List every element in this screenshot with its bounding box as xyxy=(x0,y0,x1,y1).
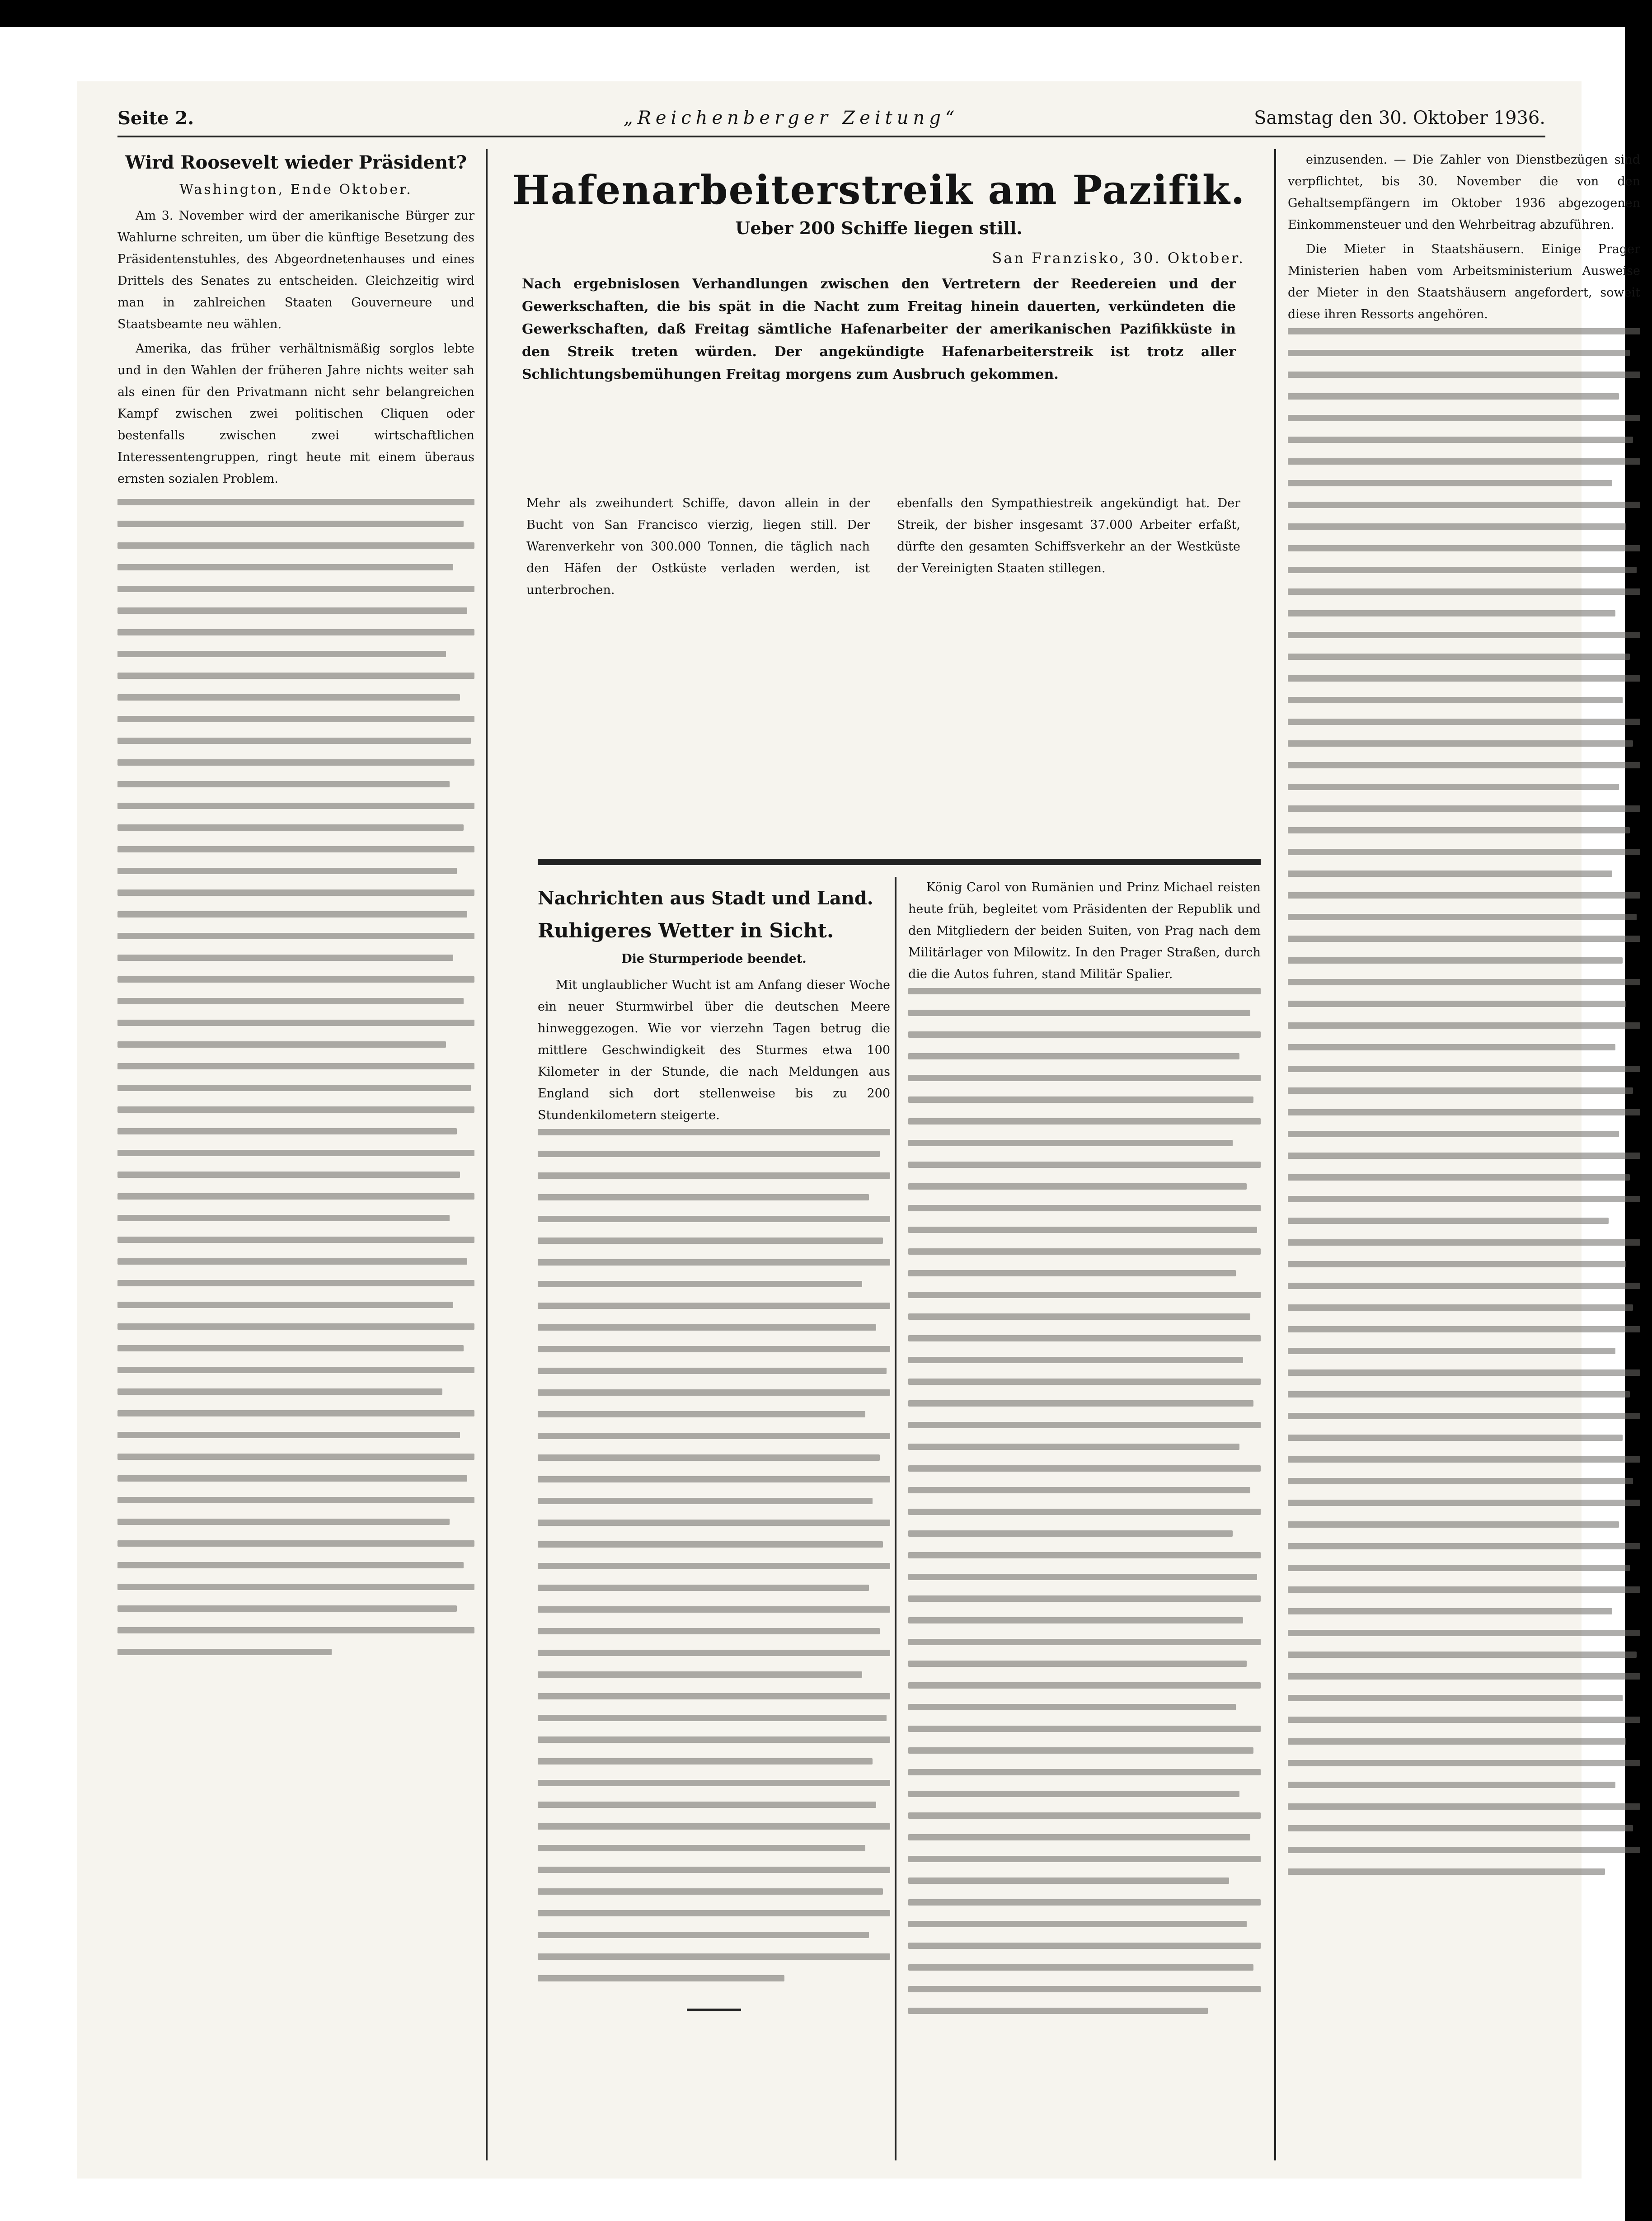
article-paragraph: Am 3. November wird der amerikanische Bürger zur Wahlurne schreiten, um über die künftige Besetzung des Präsidentenstuhles, des Abgeordnetenhauses und eines Drittels des Senates zu entscheiden. Gleichzeitig wird man in zahlreichen Staaten Gouverneure und Staatsbeamte neu wählen. xyxy=(117,209,474,331)
article-paragraph: Amerika, das früher verhältnismäßig sorglos lebte und in den Wahlen der früheren Jahre nichts weiter sah als einen für den Privatmann nicht sehr belangreichen Kampf zwischen zwei politischen Cliquen oder bestenfalls zwischen zwei wirtschaftlichen Interessentengruppen, ringt heute mit einem überaus ernsten sozialen Problem. xyxy=(117,342,474,486)
lead-intro: Nach ergebnislosen Verhandlungen zwischen den Vertretern der Reedereien und der Gewerkschaften, die bis spät in die Nacht zum Freitag hinein dauerten, verkündeten die Gewerkschaften, daß Freitag sämtliche Hafenarbeiter der amerikanischen Pazifikküste in den Streik treten würden. Der angekündigte Hafenarbeiterstreik ist trotz aller Schlichtungsbemühungen Freitag morgens zum Ausbruch gekommen. xyxy=(522,276,1236,382)
article-headline-weather: Ruhigeres Wetter in Sicht. xyxy=(538,919,834,942)
page-number: Seite 2. xyxy=(117,108,194,129)
section-title-local: Nachrichten aus Stadt und Land. xyxy=(538,888,873,909)
column-roosevelt xyxy=(117,149,474,1670)
lead-headline: Hafenarbeiterstreik am Pazifik. xyxy=(512,166,1246,213)
lead-subheadline: Ueber 200 Schiffe liegen still. xyxy=(735,218,1023,238)
dateline-washington: Washington, Ende Oktober. xyxy=(179,182,413,198)
column-local-news xyxy=(538,886,890,2011)
article-headline-roosevelt: Wird Roosevelt wieder Präsident? xyxy=(125,152,467,173)
article-caption-weather: Die Sturmperiode beendet. xyxy=(621,952,807,966)
newspaper-title: „Reichenberger Zeitung“ xyxy=(624,108,959,128)
lead-body-column-a: Mehr als zweihundert Schiffe, davon allein in der Bucht von San Francisco vierzig, liegen still. Der Warenverkehr von 300.000 Tonnen, die täglich nach den Häfen der Ostküste verladen werden, ist unterbrochen. xyxy=(526,496,870,597)
column-divider xyxy=(895,877,896,2160)
article-body-remaining xyxy=(117,499,474,1655)
article-body-remaining xyxy=(1288,328,1640,1875)
lead-dateline: San Franzisko, 30. Oktober. xyxy=(992,249,1245,267)
article-body-remaining xyxy=(538,1129,890,1981)
column-divider xyxy=(1274,149,1276,2160)
end-rule xyxy=(687,2009,741,2011)
lead-article xyxy=(499,149,1258,597)
article-paragraph: König Carol von Rumänien und Prinz Michael reisten heute früh, begleitet vom Präsidenten der Republik und den Mitgliedern der beiden Suiten, von Prag nach dem Militärlager von Milowitz. In den Prager Straßen, durch die die Autos fuhren, stand Militär Spalier. xyxy=(908,880,1261,981)
masthead xyxy=(117,99,1545,137)
article-body-remaining xyxy=(908,988,1261,2014)
column-official-notices xyxy=(1288,149,1640,1890)
lead-body-column-b: ebenfalls den Sympathiestreik angekündigt hat. Der Streik, der bisher insgesamt 37.000 Arbeiter erfaßt, dürfte den gesamten Schiffsverkehr an der Westküste der Vereinigten Staaten stillegen. xyxy=(897,496,1240,575)
newspaper-page xyxy=(77,81,1640,2179)
section-rule xyxy=(538,859,1261,865)
column-short-news xyxy=(908,877,1261,2029)
article-paragraph: Die Mieter in Staatshäusern. Einige Prager Ministerien haben vom Arbeitsministerium Ausweise der Mieter in den Staatshäusern angefordert, soweit diese ihren Ressorts angehören. xyxy=(1288,242,1640,321)
article-paragraph: Mit unglaublicher Wucht ist am Anfang dieser Woche ein neuer Sturmwirbel über die deutschen Meere hinweggezogen. Wie vor vierzehn Tagen betrug die mittlere Geschwindigkeit des Sturmes etwa 100 Kilometer in der Stunde, die nach Meldungen aus England sich dort stellenweise bis zu 200 Stundenkilometern steigerte. xyxy=(538,978,890,1122)
article-paragraph: einzusenden. — Die Zahler von Dienstbezügen sind verpflichtet, bis 30. November die von den Gehaltsempfängern im Oktober 1936 abgezogenen Einkommensteuer und den Wehrbeitrag abzuführen. xyxy=(1288,153,1640,232)
issue-date: Samstag den 30. Oktober 1936. xyxy=(1254,108,1545,128)
scan-border-top xyxy=(0,0,1652,27)
column-divider xyxy=(486,149,488,2160)
